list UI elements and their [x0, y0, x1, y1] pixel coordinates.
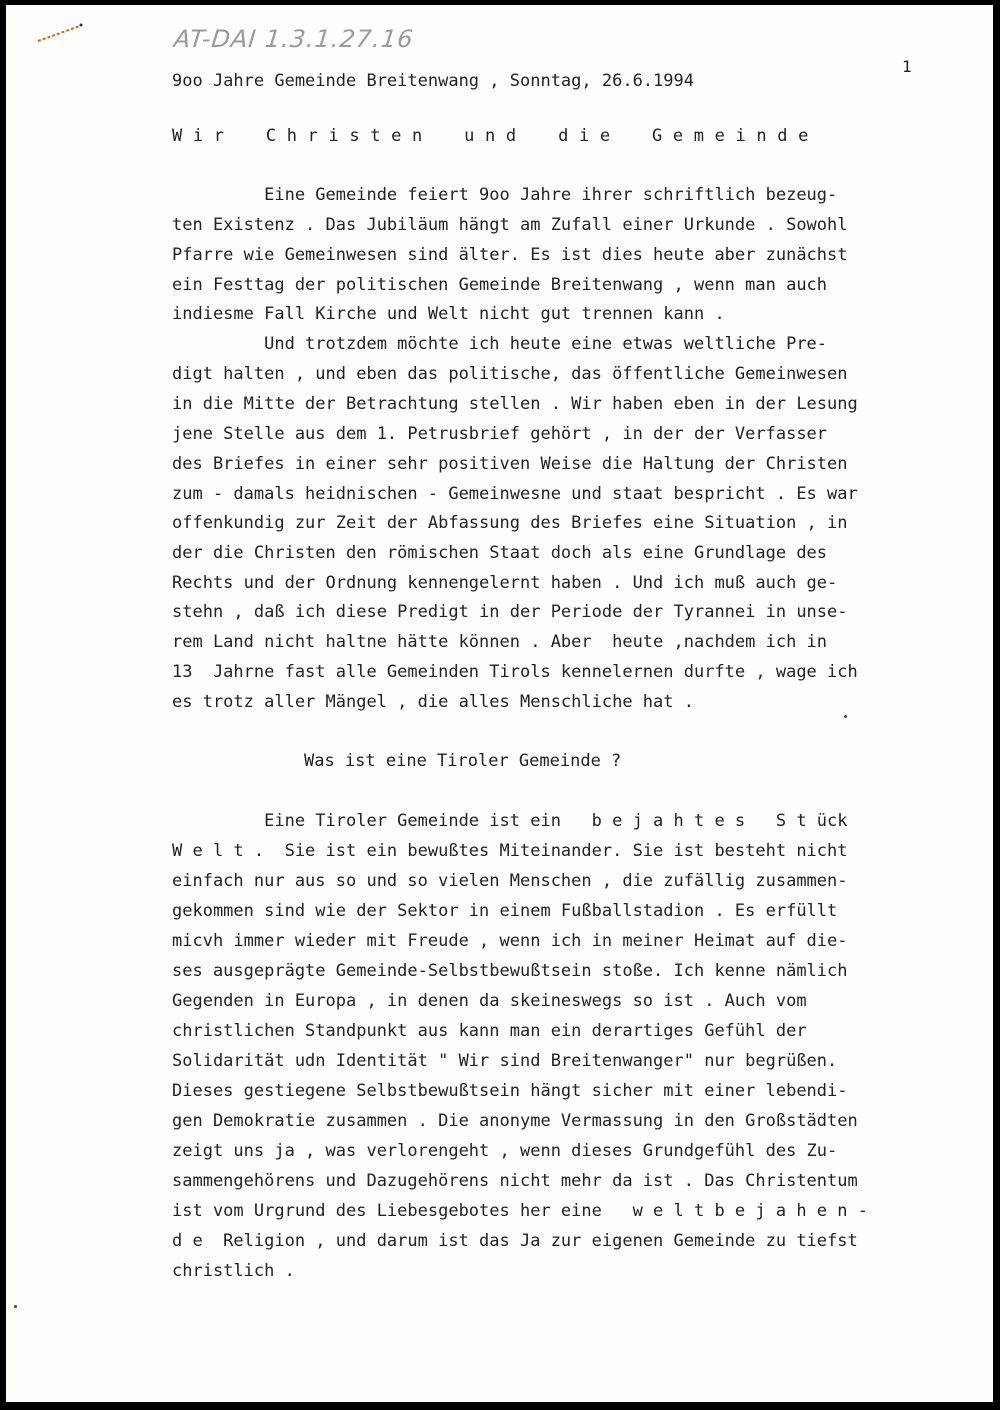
- text-line: Dieses gestiegene Selbstbewußtsein hängt sicher mit einer lebendi-: [172, 1081, 848, 1101]
- text-line: gekommen sind wie der Sektor in einem Fußballstadion . Es erfüllt: [172, 901, 838, 921]
- text-line: des Briefes in einer sehr positiven Weise die Haltung der Christen: [172, 454, 848, 474]
- text-line: Rechts und der Ordnung kennengelernt haben . Und ich muß auch ge-: [172, 573, 838, 593]
- text-line: Eine Gemeinde feiert 9oo Jahre ihrer schriftlich bezeug-: [172, 185, 838, 205]
- text-line: Gegenden in Europa , in denen da skeineswegs so ist . Auch vom: [172, 991, 807, 1011]
- text-line: ten Existenz . Das Jubiläum hängt am Zufall einer Urkunde . Sowohl: [172, 215, 848, 235]
- text-line: in die Mitte der Betrachtung stellen . Wir haben eben in der Lesung: [172, 394, 858, 414]
- document-title: W i r C h r i s t e n u n d d i e G e m e i n d e: [172, 126, 809, 146]
- text-line: indiesme Fall Kirche und Welt nicht gut trennen kann .: [172, 304, 725, 324]
- text-line: christlich .: [172, 1261, 295, 1281]
- text-line: ist vom Urgrund des Liebesgebotes her eine w e l t b e j a h e n -: [172, 1201, 868, 1221]
- document-page: [6, 5, 993, 1402]
- archive-signature: AT-DAI 1.3.1.27.16: [172, 25, 416, 53]
- text-line: d e Religion , und darum ist das Ja zur eigenen Gemeinde zu tiefst: [172, 1231, 858, 1251]
- text-line: sammengehörens und Dazugehörens nicht mehr da ist . Das Christentum: [172, 1171, 858, 1191]
- text-line: W e l t . Sie ist ein bewußtes Miteinander. Sie ist besteht nicht: [172, 841, 848, 861]
- text-line: micvh immer wieder mit Freude , wenn ich in meiner Heimat auf die-: [172, 931, 848, 951]
- text-line: der die Christen den römischen Staat doch als eine Grundlage des: [172, 543, 828, 563]
- ink-speck: [14, 1305, 17, 1308]
- text-line: Solidarität udn Identität " Wir sind Breitenwanger" nur begrüßen.: [172, 1051, 838, 1071]
- pen-stroke-mark: [34, 23, 84, 43]
- text-line: digt halten , und eben das politische, das öffentliche Gemeinwesen: [172, 364, 848, 384]
- text-line: ses ausgeprägte Gemeinde-Selbstbewußtsein stoße. Ich kenne nämlich: [172, 961, 848, 981]
- text-line: einfach nur aus so und so vielen Menschen , die zufällig zusammen-: [172, 871, 848, 891]
- text-line: Eine Tiroler Gemeinde ist ein b e j a h t e s S t ück: [172, 811, 848, 831]
- text-line: christlichen Standpunkt aus kann man ein derartiges Gefühl der: [172, 1021, 807, 1041]
- text-line: 13 Jahrne fast alle Gemeinden Tirols kennelernen durfte , wage ich: [172, 662, 858, 682]
- text-line: offenkundig zur Zeit der Abfassung des Briefes eine Situation , in: [172, 513, 848, 533]
- ink-speck: [844, 715, 847, 718]
- text-line: Und trotzdem möchte ich heute eine etwas weltliche Pre-: [172, 334, 828, 354]
- text-line: stehn , daß ich diese Predigt in der Periode der Tyrannei in unse-: [172, 602, 848, 622]
- text-line: gen Demokratie zusammen . Die anonyme Vermassung in den Großstädten: [172, 1111, 858, 1131]
- section-subheading: Was ist eine Tiroler Gemeinde ?: [304, 751, 622, 771]
- text-line: zeigt uns ja , was verlorengeht , wenn dieses Grundgefühl des Zu-: [172, 1141, 838, 1161]
- text-line: zum - damals heidnischen - Gemeinwesne und staat bespricht . Es war: [172, 484, 858, 504]
- text-line: Pfarre wie Gemeinwesen sind älter. Es ist dies heute aber zunächst: [172, 245, 848, 265]
- text-line: jene Stelle aus dem 1. Petrusbrief gehört , in der der Verfasser: [172, 424, 828, 444]
- text-line: ein Festtag der politischen Gemeinde Breitenwang , wenn man auch: [172, 275, 828, 295]
- page-number: 1: [902, 57, 912, 76]
- text-line: rem Land nicht haltne hätte können . Aber heute ,nachdem ich in: [172, 632, 828, 652]
- header-line: 9oo Jahre Gemeinde Breitenwang , Sonntag, 26.6.1994: [172, 71, 694, 91]
- text-line: es trotz aller Mängel , die alles Menschliche hat .: [172, 692, 694, 712]
